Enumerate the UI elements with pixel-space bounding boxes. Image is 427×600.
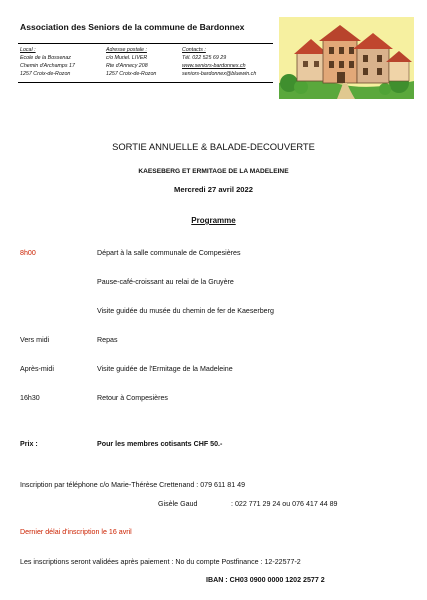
contacts-heading: Contacts : — [182, 47, 206, 53]
programme-item-3: Visite guidée du musée du chemin de fer de Kaeserberg — [97, 307, 274, 315]
event-date: Mercredi 27 avril 2022 — [174, 185, 253, 194]
registration-line-1: Inscription par téléphone c/o Marie-Thérèse Crettenand : 079 611 81 49 — [20, 481, 246, 489]
local-heading: Local : — [20, 47, 36, 53]
local-line-2: Chemin d'Archamps 17 — [20, 63, 75, 69]
postal-line-3: 1257 Croix-de-Rozon — [106, 71, 157, 77]
programme-item-2: Pause-café-croissant au relai de la Gruyère — [97, 278, 234, 286]
contact-phone: Tél. 022 525 69 29 — [182, 55, 227, 61]
registration-iban: IBAN : CH03 0900 0000 1202 2577 2 — [206, 576, 325, 584]
event-title: SORTIE ANNUELLE & BALADE-DECOUVERTE — [112, 141, 315, 152]
postal-line-2: Rte d'Annecy 208 — [106, 63, 148, 69]
programme-item-6: Retour à Compesières — [97, 394, 168, 402]
contacts-block — [182, 46, 256, 78]
contact-website-link[interactable]: www.seniors-bardonnex.ch — [182, 63, 246, 69]
programme-time-6: 16h30 — [20, 394, 40, 402]
price-text: Pour les membres cotisants CHF 50.- — [97, 440, 223, 448]
header-divider-top — [18, 43, 273, 44]
programme-item-1: Départ à la salle communale de Compesières — [97, 249, 241, 257]
header-divider-bottom — [18, 82, 273, 83]
event-subtitle: KAESEBERG ET ERMITAGE DE LA MADELEINE — [138, 168, 289, 175]
programme-time-5: Après-midi — [20, 365, 54, 373]
registration-name-2: Gisèle Gaud — [158, 500, 198, 508]
local-address-block — [20, 46, 75, 78]
postal-heading: Adresse postale : — [106, 47, 147, 53]
registration-deadline: Dernier délai d'inscription le 16 avril — [20, 528, 132, 536]
programme-item-5: Visite guidée de l'Ermitage de la Madeleine — [97, 365, 233, 373]
registration-phones-2: : 022 771 29 24 ou 076 417 44 89 — [231, 500, 338, 508]
contact-email[interactable]: seniors-bardonnex@bluewin.ch — [182, 71, 257, 77]
programme-heading: Programme — [191, 216, 236, 225]
programme-time-4: Vers midi — [20, 336, 50, 344]
registration-payment: Les inscriptions seront validées après paiement : No du compte Postfinance : 12-22577-2 — [20, 558, 301, 566]
programme-item-4: Repas — [97, 336, 118, 344]
local-line-1: Ecole de la Bossenaz — [20, 55, 71, 61]
local-line-3: 1257 Croix-de-Rozon — [20, 71, 71, 77]
price-label: Prix : — [20, 440, 38, 448]
programme-time-1: 8h00 — [20, 249, 36, 257]
association-name: Association des Seniors de la commune de Bardonnex — [20, 22, 245, 32]
village-logo — [279, 17, 414, 99]
postal-address-block — [106, 46, 156, 78]
postal-line-1: c/o Muriel. LIVER — [106, 55, 148, 61]
